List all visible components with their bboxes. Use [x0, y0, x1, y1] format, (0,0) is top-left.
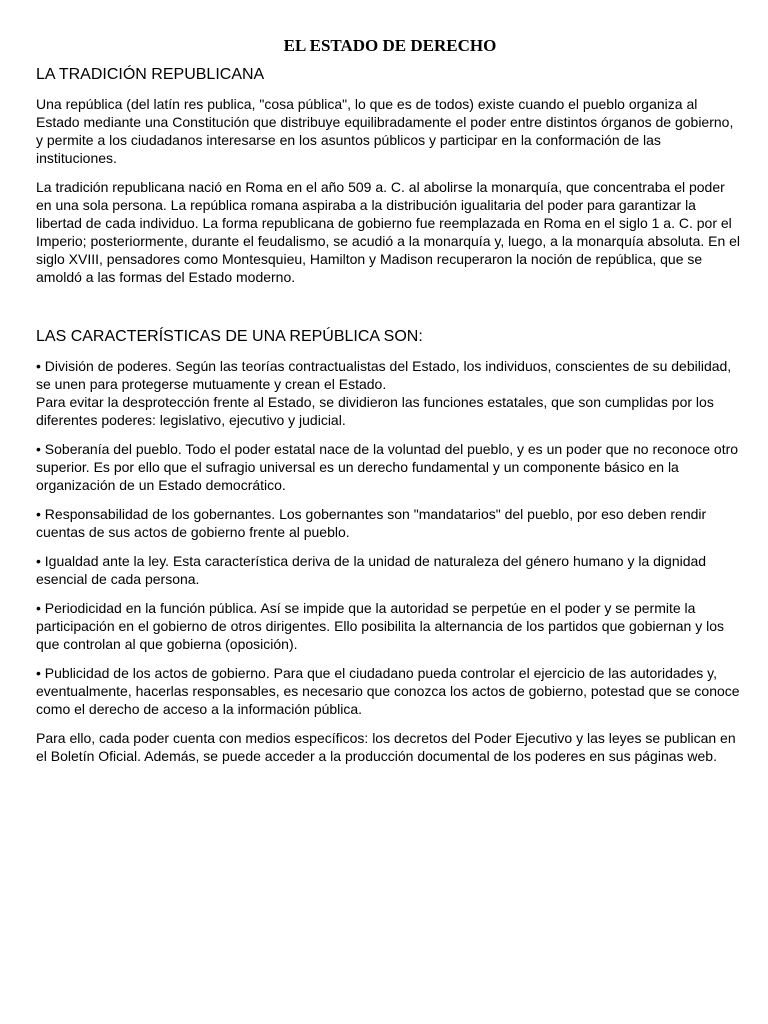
list-item-soberania: • Soberanía del pueblo. Todo el poder estatal nace de la voluntad del pueblo, y es un poder que no reconoce otro superior. Es por ello que el sufragio universal es un derecho fundamental y un componente básico en la organización de un Estado democrático. [36, 441, 739, 493]
list-item-division-poderes [36, 357, 744, 429]
list-item-periodicidad: • Periodicidad en la función pública. Así se impide que la autoridad se perpetúe en el poder y se permite la participación en el gobierno de otros dirigentes. Ello posibilita la alternancia de los partidos que gobiernan y los que controlan al que gobierna (oposición). [36, 600, 724, 652]
paragraph-definicion-republica: Una república (del latín res publica, "cosa pública", lo que es de todos) existe cuando el pueblo organiza al Estado mediante una Constitución que distribuye equilibradamente el poder entre distintos órganos de gobierno, y permite a los ciudadanos interesarse en los asuntos públicos y participar en la conformación de las instituciones. [36, 96, 734, 166]
section-heading-caracteristicas: LAS CARACTERÍSTICAS DE UNA REPÚBLICA SON: [36, 328, 423, 345]
paragraph-historia-republica: La tradición republicana nació en Roma en el año 509 a. C. al abolirse la monarquía, que concentraba el poder en una sola persona. La república romana aspiraba a la distribución igualitaria del poder para garantizar la libertad de cada individuo. La forma republicana de gobierno fue reemplazada en Roma en el siglo 1 a. C. por el Imperio; posteriormente, durante el feudalismo, se acudió a la monarquía y, luego, a la monarquía absoluta. En el siglo XVIII, pensadores como Montesquieu, Hamilton y Madison recuperaron la noción de república, que se amoldó a las formas del Estado moderno. [36, 179, 741, 285]
list-item-igualdad: • Igualdad ante la ley. Esta característica deriva de la unidad de naturaleza del género humano y la dignidad esencial de cada persona. [36, 553, 707, 587]
section-heading-tradicion: LA TRADICIÓN REPUBLICANA [36, 66, 265, 83]
document-page [36, 36, 744, 776]
paragraph-cierre: Para ello, cada poder cuenta con medios específicos: los decretos del Poder Ejecutivo y las leyes se publican en el Boletín Oficial. Además, se puede acceder a la producción documental de los poderes en sus páginas web. [36, 730, 736, 764]
section-spacer [36, 297, 744, 327]
document-title: EL ESTADO DE DERECHO [283, 36, 497, 55]
division-poderes-line1: • División de poderes. Según las teorías contractualistas del Estado, los individuos, conscientes de su debilidad, se unen para protegerse mutuamente y crean el Estado. [36, 358, 732, 392]
division-poderes-line2: Para evitar la desprotección frente al Estado, se dividieron las funciones estatales, que son cumplidas por los diferentes poderes: legislativo, ejecutivo y judicial. [36, 394, 714, 428]
list-item-responsabilidad: • Responsabilidad de los gobernantes. Los gobernantes son "mandatarios" del pueblo, por eso deben rendir cuentas de sus actos de gobierno frente al pueblo. [36, 506, 707, 540]
list-item-publicidad: • Publicidad de los actos de gobierno. Para que el ciudadano pueda controlar el ejercicio de las autoridades y, eventualmente, hacerlas responsables, es necesario que conozca los actos de gobierno, potestad que se conoce como el derecho de acceso a la información pública. [36, 665, 740, 717]
